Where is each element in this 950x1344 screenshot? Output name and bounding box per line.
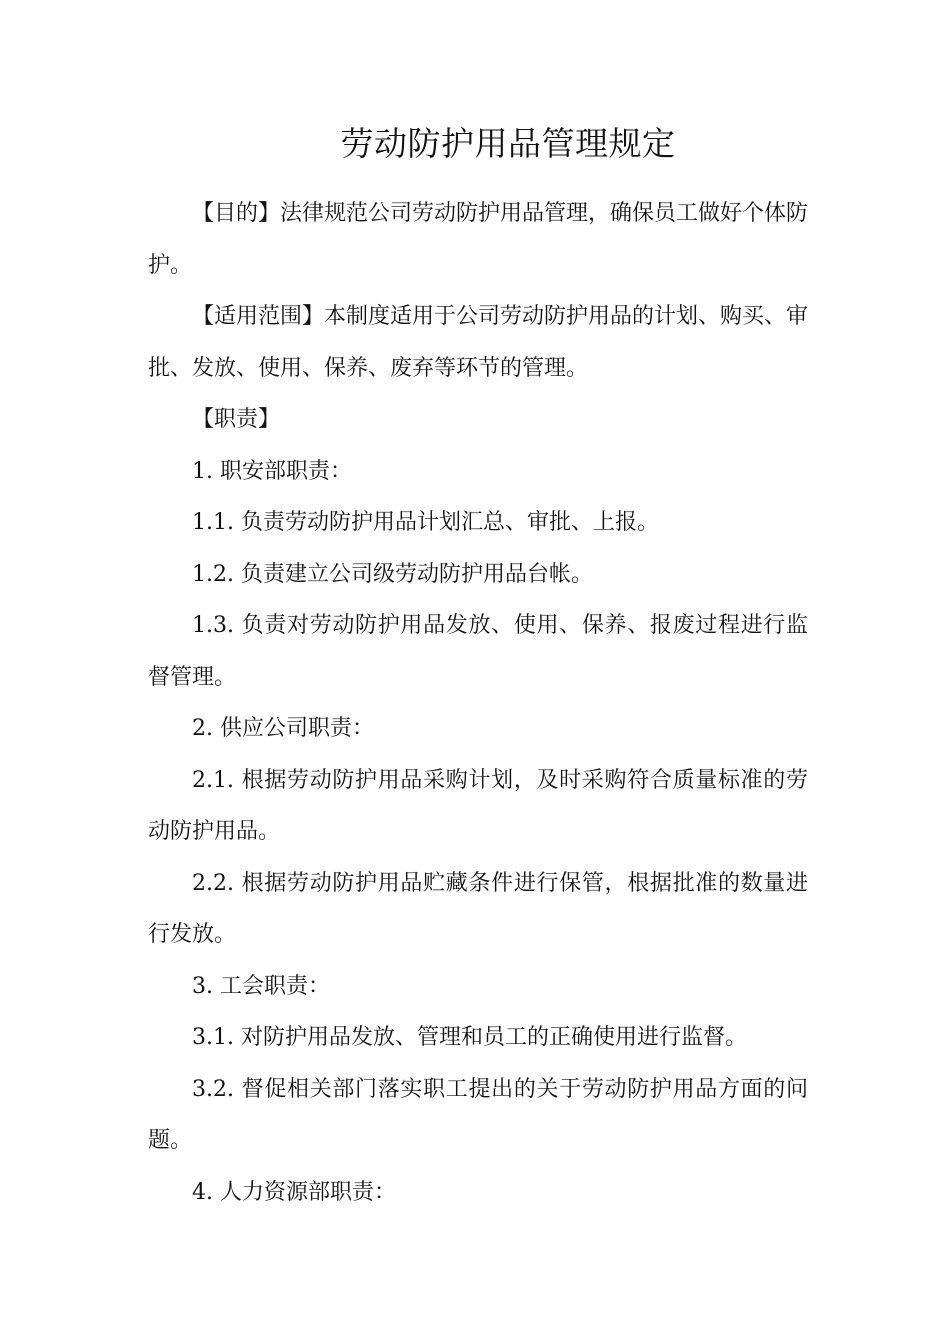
item-1-3: 1.3. 负责对劳动防护用品发放、使用、保养、报废过程进行监督管理。: [148, 613, 808, 690]
document-title: 劳动防护用品管理规定: [340, 124, 676, 163]
item-3-2: 3.2. 督促相关部门落实职工提出的关于劳动防护用品方面的问题。: [148, 1076, 808, 1153]
document-body: [148, 188, 808, 1218]
item-3-1: 3.1. 对防护用品发放、管理和员工的正确使用进行监督。: [192, 1025, 747, 1050]
paragraph-purpose: 【目的】法律规范公司劳动防护用品管理，确保员工做好个体防护。: [148, 201, 809, 278]
section-4-heading: 4. 人力资源部职责：: [192, 1179, 396, 1205]
item-1-2: 1.2. 负责建立公司级劳动防护用品台帐。: [192, 561, 593, 587]
heading-responsibilities: 【职责】: [192, 407, 281, 432]
section-2-heading: 2. 供应公司职责：: [192, 716, 374, 741]
item-1-1: 1.1. 负责劳动防护用品计划汇总、审批、上报。: [192, 510, 659, 535]
item-2-1: 2.1. 根据劳动防护用品采购计划，及时采购符合质量标准的劳动防护用品。: [148, 767, 808, 844]
paragraph-scope: 【适用范围】本制度适用于公司劳动防护用品的计划、购买、审批、发放、使用、保养、废弃等环节的管理。: [148, 304, 809, 381]
section-3-heading: 3. 工会职责：: [192, 973, 330, 999]
section-1-heading: 1. 职安部职责：: [192, 458, 352, 484]
item-2-2: 2.2. 根据劳动防护用品贮藏条件进行保管，根据批准的数量进行发放。: [148, 870, 808, 947]
